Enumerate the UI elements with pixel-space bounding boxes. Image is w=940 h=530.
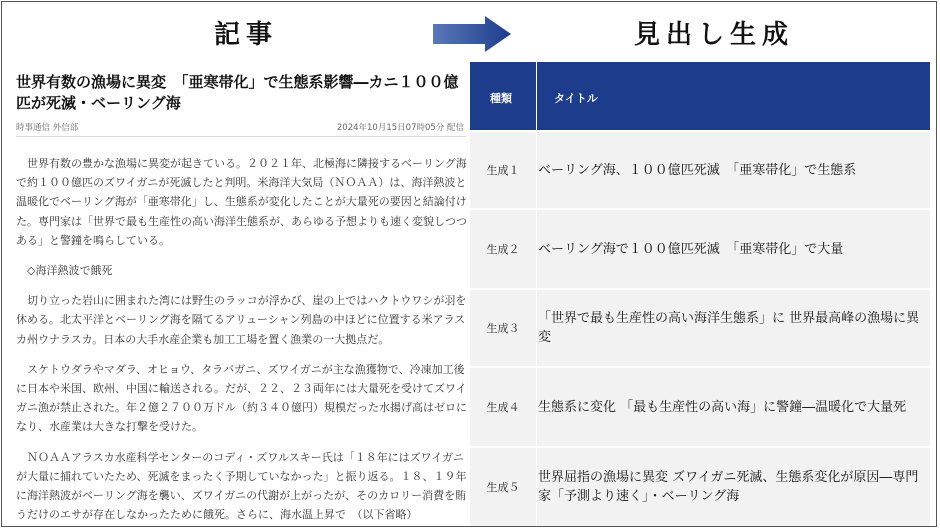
headline-generation-heading: 見出し生成 (634, 20, 795, 50)
table-header (470, 62, 930, 130)
column-header-title: タイトル (554, 92, 598, 105)
divider (16, 136, 466, 137)
article-date: 2024年10月15日07時05分 配信 (336, 123, 464, 133)
right-arrow-icon (433, 16, 513, 52)
row-kind: 生成４ (470, 368, 537, 446)
row-title: 生態系に変化 「最も生産性の高い海」に警鐘―温暖化で大量死 (538, 399, 907, 415)
article-source: 時事通信 外信部 (16, 123, 79, 133)
table-row (470, 366, 930, 446)
row-title: 世界屈指の漁場に異変 ズワイガニ死滅、生態系変化が原因―専門家「予測より速く」・ベーリング海 (538, 470, 919, 504)
table-row (470, 446, 930, 526)
row-title: 「世界で最も生産性の高い海洋生態系」に 世界最高峰の漁場に異変 (538, 311, 920, 345)
table-row (470, 130, 930, 208)
article-meta (16, 121, 464, 133)
article-title: 世界有数の漁場に異変 「亜寒帯化」で生態系影響―カニ１００億匹が死滅・ベーリング海 (16, 73, 459, 112)
article-paragraph: 世界有数の豊かな漁場に異変が起きている。２０２１年、北極海に隣接するベーリング海で約１００億匹のズワイガニが死滅したと判明。米海洋大気局（ＮＯＡＡ）は、海洋熱波と温暖化でベーリング海が「亜寒帯化」し、生態系が変化したことが大量死の要因と結論付けた。専門家は「世界で最も生産性の高い海洋生態系が、あらゆる予想よりも速く変貌しつつある」と警鐘を鳴らしている。 (16, 157, 467, 247)
row-kind: 生成１ (470, 132, 537, 208)
article-body (16, 154, 468, 526)
article-paragraph: スケトウダラやマダラ、オヒョウ、タラバガニ、ズワイガニが主な漁獲物で、冷凍加工後に日本や米国、欧州、中国に輸送される。だが、２２、２３両年には大量死を受けてズワイガニ漁が禁止された。年２億２７００万ドル（約３４０億円）規模だった水揚げ高はゼロになり、水産業は大きな打撃を受けた。 (16, 362, 467, 434)
row-kind: 生成５ (470, 448, 537, 526)
column-divider (536, 62, 537, 130)
row-title: ベーリング海、１００億匹死滅 「亜寒帯化」で生態系 (538, 162, 857, 178)
article-heading: 記事 (214, 20, 279, 50)
article-subheading: ◇海洋熱波で餓死 (27, 264, 113, 278)
row-kind: 生成２ (470, 210, 537, 288)
row-title: ベーリング海で１００億匹死滅 「亜寒帯化」で大量 (538, 241, 844, 257)
article-panel (6, 62, 468, 526)
column-header-kind: 種類 (490, 92, 512, 105)
article-paragraph: ＮＯＡＡアラスカ水産科学センターのコディ・ズワルスキー氏は「１８年にはズワイガニが大量に捕れていたため、死滅をまったく予期していなかった」と振り返る。１８、１９年に海洋熱波がベーリング海を襲い、ズワイガニの代謝が上がったが、そのカロリー消費を賄うだけのエサが存在しなかったために餓死。さらに、海水温上昇で （以下省略） (16, 450, 467, 522)
table-row (470, 288, 930, 366)
article-paragraph: 切り立った岩山に囲まれた湾には野生のラッコが浮かび、崖の上ではハクトウワシが羽を休める。北太平洋とベーリング海を隔てるアリューシャン列島の中ほどに位置する米アラスカ州ウナラスカ。日本の大手水産企業も加工工場を置く漁業の一大拠点だ。 (16, 294, 467, 346)
row-kind: 生成３ (470, 290, 537, 366)
table-row (470, 208, 930, 288)
